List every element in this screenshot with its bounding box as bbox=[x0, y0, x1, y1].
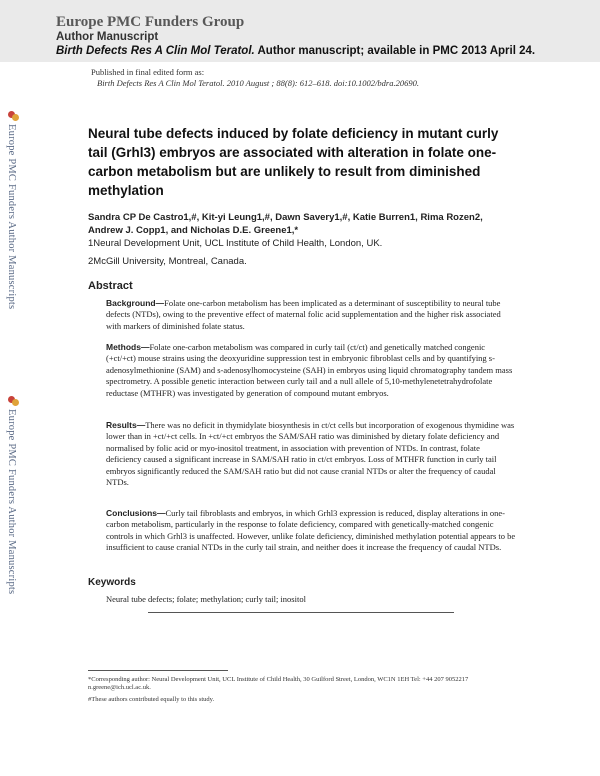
section-text: Curly tail fibroblasts and embryos, in which Grhl3 expression is reduced, display alterations in one-carbon metabolism, particularly in the response to folate deficiency, compared with genetically-matched congenic controls in which Grhl3 is unaffected. However, unlike folate deficiency, diminished methylation potential appears to be insufficient to cause cranial NTDs in the curly tail strain, and neither does it increase the frequency of caudal NTDs. bbox=[106, 508, 516, 553]
journal-availability bbox=[56, 45, 535, 57]
europe-pmc-logo-icon bbox=[8, 395, 19, 406]
abstract-conclusions bbox=[106, 508, 516, 554]
keywords-list: Neural tube defects; folate; methylation; curly tail; inositol bbox=[106, 594, 306, 604]
availability-text: Author manuscript; available in PMC 2013 April 24. bbox=[254, 45, 536, 57]
side-watermark-bottom bbox=[2, 395, 24, 645]
abstract-methods bbox=[106, 342, 516, 399]
funders-group-title: Europe PMC Funders Group bbox=[56, 14, 245, 30]
published-label: Published in final edited form as: bbox=[91, 67, 205, 77]
section-divider bbox=[148, 612, 454, 613]
journal-name: Birth Defects Res A Clin Mol Teratol. bbox=[56, 45, 255, 57]
section-label: Conclusions— bbox=[106, 508, 166, 518]
footnote-divider bbox=[88, 670, 228, 671]
published-note bbox=[91, 67, 419, 89]
section-label: Background— bbox=[106, 298, 165, 308]
published-citation: Birth Defects Res A Clin Mol Teratol. 2010 August ; 88(8): 612–618. doi:10.1002/bdra.20690. bbox=[97, 78, 419, 88]
side-watermark bbox=[0, 110, 24, 776]
footnote-equal-contribution: #These authors contributed equally to this study. bbox=[88, 696, 215, 703]
header-banner bbox=[0, 0, 600, 62]
section-text: Folate one-carbon metabolism was compared in curly tail (ct/ct) and genetically matched congenic (+ct/+ct) mouse strains using the deoxyuridine suppression test in embryonic fibroblast cells and by quantifying s-adenosylmethionine (SAM) and s-adenosylhomocysteine (SAH) in embryos using liquid chromatography tandem mass spectrometry. A possible genetic interaction between curly tail and a null allele of 5,10-methylenetetrahydrofolate reductase (MTHFR) was investigated by generation of compound mutant embryos. bbox=[106, 342, 513, 398]
europe-pmc-logo-icon bbox=[8, 110, 19, 121]
author-manuscript-label: Author Manuscript bbox=[56, 31, 159, 43]
author-list: Sandra CP De Castro1,#, Kit-yi Leung1,#, Dawn Savery1,#, Katie Burren1, Rima Rozen2, Andrew J. Copp1, and Nicholas D.E. Greene1,* bbox=[88, 212, 483, 236]
side-watermark-top bbox=[2, 110, 24, 360]
section-text: There was no deficit in thymidylate biosynthesis in ct/ct cells but incorporation of exogenous thymidine was lower than in +ct/+ct cells. In +ct/+ct embryos the SAM/SAH ratio was diminished by dietary folate deficiency and normalised by folic acid or myo-inositol treatment, in association with prevention of NTDs. In contrast, folate deficiency caused a significant increase in SAM/SAH ratio in ct/ct embryos. Loss of MTHFR function in curly tail embryos significantly reduced the SAM/SAH ratio but did not cause cranial NTDs or alter the frequency of caudal NTDs. bbox=[106, 420, 515, 488]
abstract-heading: Abstract bbox=[88, 280, 133, 292]
footnote-corresponding: *Corresponding author: Neural Development Unit, UCL Institute of Child Health, 30 Guilford Street, London, WC1N 1EH Tel: +44 207 9052217 n.greene@ich.ucl.ac.uk. bbox=[88, 676, 469, 692]
section-text: Folate one-carbon metabolism has been implicated as a determinant of susceptibility to neural tube defects (NTDs), owing to the preventive effect of maternal folic acid supplementation and the higher risk associated with markers of diminished folate status. bbox=[106, 298, 501, 331]
abstract-background bbox=[106, 298, 516, 332]
keywords-heading: Keywords bbox=[88, 577, 136, 588]
affiliation-1: 1Neural Development Unit, UCL Institute of Child Health, London, UK. bbox=[88, 238, 383, 249]
section-label: Results— bbox=[106, 420, 146, 430]
abstract-results bbox=[106, 420, 516, 488]
article-title: Neural tube defects induced by folate deficiency in mutant curly tail (Grhl3) embryos are associated with alteration in folate one-carbon metabolism but are unlikely to result from diminished methylation bbox=[88, 126, 499, 198]
side-label: Europe PMC Funders Author Manuscripts bbox=[6, 409, 17, 595]
section-label: Methods— bbox=[106, 342, 150, 352]
affiliation-2: 2McGill University, Montreal, Canada. bbox=[88, 256, 247, 267]
side-label: Europe PMC Funders Author Manuscripts bbox=[6, 124, 17, 310]
